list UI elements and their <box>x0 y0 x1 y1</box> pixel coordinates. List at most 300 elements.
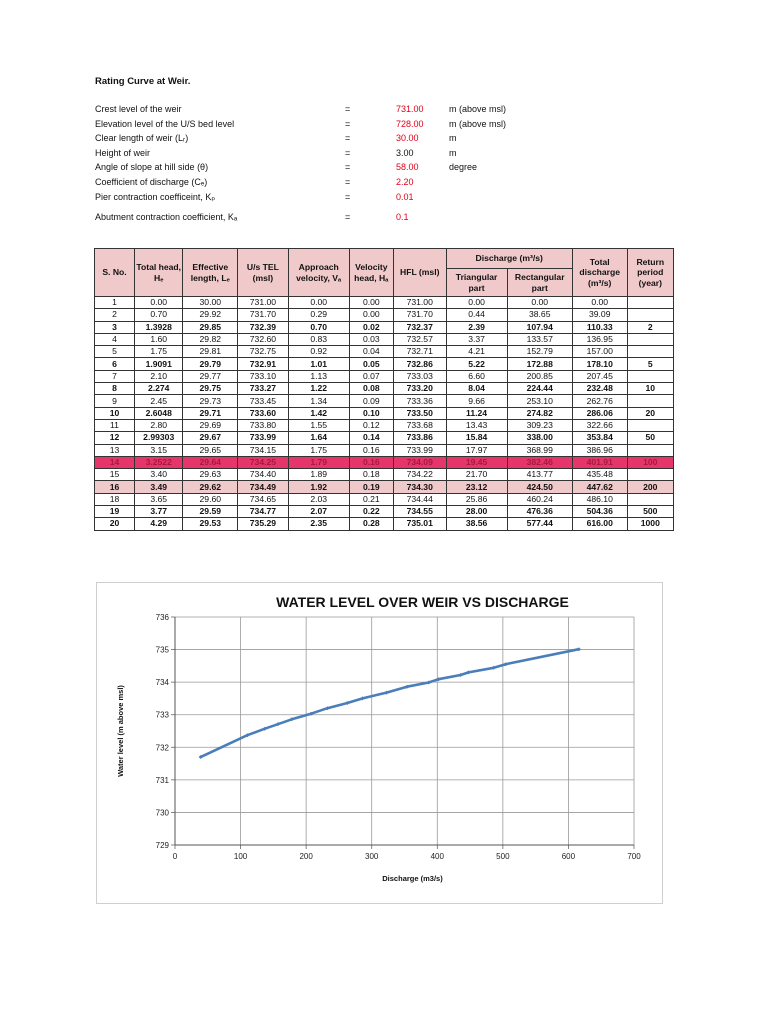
table-cell: 29.77 <box>183 370 238 382</box>
table-cell: 262.76 <box>572 395 627 407</box>
table-row <box>95 407 674 419</box>
header-velocity-head: Velocity head, Hₐ <box>349 249 393 297</box>
header-hfl: HFL (msl) <box>393 249 446 297</box>
table-cell: 19.45 <box>446 456 507 468</box>
table-cell: 0.08 <box>349 383 393 395</box>
parameter-label: Height of weir <box>95 147 151 158</box>
table-cell: 25.86 <box>446 493 507 505</box>
table-cell: 11 <box>95 419 135 431</box>
table-cell: 732.57 <box>393 333 446 345</box>
table-cell: 2.35 <box>288 518 349 530</box>
table-cell: 734.65 <box>238 493 289 505</box>
table-cell: 21.70 <box>446 469 507 481</box>
table-cell: 200.85 <box>507 370 572 382</box>
table-cell: 1.34 <box>288 395 349 407</box>
table-cell: 29.75 <box>183 383 238 395</box>
table-cell: 10 <box>627 383 673 395</box>
table-cell: 107.94 <box>507 321 572 333</box>
table-cell: 733.60 <box>238 407 289 419</box>
table-cell: 0.00 <box>135 297 183 309</box>
table-cell: 734.77 <box>238 506 289 518</box>
header-triangular: Triangular part <box>446 269 507 297</box>
table-cell: 424.50 <box>507 481 572 493</box>
table-cell: 733.20 <box>393 383 446 395</box>
table-cell: 577.44 <box>507 518 572 530</box>
parameter-row <box>95 177 655 192</box>
x-tick-label: 300 <box>365 852 379 861</box>
table-cell: 4 <box>95 333 135 345</box>
y-tick-label: 732 <box>155 743 169 753</box>
table-cell <box>627 370 673 382</box>
table-row <box>95 333 674 345</box>
table-cell: 731.00 <box>393 297 446 309</box>
table-cell: 17.97 <box>446 444 507 456</box>
table-cell: 38.56 <box>446 518 507 530</box>
table-cell: 460.24 <box>507 493 572 505</box>
parameter-value: 58.00 <box>396 162 419 173</box>
table-cell: 0.10 <box>349 407 393 419</box>
table-cell: 382.46 <box>507 456 572 468</box>
table-cell: 10 <box>95 407 135 419</box>
header-sno: S. No. <box>95 249 135 297</box>
table-cell: 1.92 <box>288 481 349 493</box>
parameter-label: Angle of slope at hill side (θ) <box>95 162 209 173</box>
table-cell: 734.44 <box>393 493 446 505</box>
x-tick-label: 700 <box>627 852 641 861</box>
parameter-equals: = <box>345 176 351 187</box>
rating-table <box>94 248 674 531</box>
table-cell: 29.81 <box>183 346 238 358</box>
table-cell: 136.95 <box>572 333 627 345</box>
table-cell: 733.36 <box>393 395 446 407</box>
table-cell: 309.23 <box>507 419 572 431</box>
table-cell: 732.37 <box>393 321 446 333</box>
table-cell: 38.65 <box>507 309 572 321</box>
table-cell: 6.60 <box>446 370 507 382</box>
table-cell: 3.49 <box>135 481 183 493</box>
table-cell: 178.10 <box>572 358 627 370</box>
table-cell: 19 <box>95 506 135 518</box>
table-cell: 447.62 <box>572 481 627 493</box>
table-cell: 39.09 <box>572 309 627 321</box>
parameter-unit: degree <box>449 162 478 173</box>
y-tick-label: 734 <box>155 678 169 688</box>
table-cell: 0.70 <box>288 321 349 333</box>
table-cell: 5 <box>95 346 135 358</box>
x-tick-label: 400 <box>430 852 444 861</box>
table-cell: 20 <box>95 518 135 530</box>
parameter-value: 731.00 <box>396 104 424 114</box>
table-cell: 0.07 <box>349 370 393 382</box>
table-cell: 29.85 <box>183 321 238 333</box>
table-cell <box>627 297 673 309</box>
table-cell: 500 <box>627 506 673 518</box>
y-tick-label: 729 <box>155 841 169 850</box>
header-return-period: Return period (year) <box>627 249 673 297</box>
table-cell: 735.29 <box>238 518 289 530</box>
table-row <box>95 518 674 530</box>
table-cell: 133.57 <box>507 333 572 345</box>
table-cell: 322.66 <box>572 419 627 431</box>
table-cell: 2.274 <box>135 383 183 395</box>
table-cell: 732.75 <box>238 346 289 358</box>
parameter-label: Crest level of the weir <box>95 104 182 114</box>
table-cell: 253.10 <box>507 395 572 407</box>
table-cell: 29.65 <box>183 444 238 456</box>
table-cell: 8 <box>95 383 135 395</box>
table-cell: 2 <box>95 309 135 321</box>
table-cell: 4.29 <box>135 518 183 530</box>
table-cell: 0.02 <box>349 321 393 333</box>
table-cell: 733.86 <box>393 432 446 444</box>
table-cell: 733.45 <box>238 395 289 407</box>
table-cell: 731.00 <box>238 297 289 309</box>
header-us-tel: U/s TEL (msl) <box>238 249 289 297</box>
x-tick-label: 200 <box>299 852 313 861</box>
table-cell: 1.3928 <box>135 321 183 333</box>
parameter-row <box>95 119 655 134</box>
table-cell: 28.00 <box>446 506 507 518</box>
table-cell: 2.80 <box>135 419 183 431</box>
table-cell: 11.24 <box>446 407 507 419</box>
table-cell: 29.82 <box>183 333 238 345</box>
table-cell: 0.05 <box>349 358 393 370</box>
table-cell: 732.60 <box>238 333 289 345</box>
table-cell: 13 <box>95 444 135 456</box>
parameter-value: 2.20 <box>396 176 414 187</box>
table-cell: 0.00 <box>349 309 393 321</box>
table-cell: 0.04 <box>349 346 393 358</box>
table-row <box>95 321 674 333</box>
x-tick-label: 0 <box>172 852 178 861</box>
table-row <box>95 358 674 370</box>
table-cell: 731.70 <box>238 309 289 321</box>
table-cell: 0.00 <box>446 297 507 309</box>
table-cell: 338.00 <box>507 432 572 444</box>
parameter-value: 0.1 <box>396 212 409 223</box>
table-row <box>95 506 674 518</box>
table-cell: 2.07 <box>288 506 349 518</box>
table-cell: 0.14 <box>349 432 393 444</box>
table-row <box>95 395 674 407</box>
parameter-label: Pier contraction coefficeint, Kₚ <box>95 191 216 202</box>
table-cell: 0.16 <box>349 456 393 468</box>
table-cell: 0.92 <box>288 346 349 358</box>
table-cell: 733.99 <box>238 432 289 444</box>
table-cell: 3.37 <box>446 333 507 345</box>
parameter-row <box>95 133 655 148</box>
table-cell: 368.99 <box>507 444 572 456</box>
table-cell: 1.55 <box>288 419 349 431</box>
table-cell: 734.40 <box>238 469 289 481</box>
table-cell: 3.2522 <box>135 456 183 468</box>
table-cell: 734.55 <box>393 506 446 518</box>
table-cell: 734.15 <box>238 444 289 456</box>
header-effective-length: Effective length, Lₑ <box>183 249 238 297</box>
table-cell: 0.28 <box>349 518 393 530</box>
table-cell: 50 <box>627 432 673 444</box>
chart-container <box>96 582 663 904</box>
table-cell: 733.50 <box>393 407 446 419</box>
table-cell: 353.84 <box>572 432 627 444</box>
table-cell: 9 <box>95 395 135 407</box>
table-cell: 734.25 <box>238 456 289 468</box>
table-cell: 9.66 <box>446 395 507 407</box>
table-cell: 616.00 <box>572 518 627 530</box>
parameter-row <box>95 212 655 227</box>
table-row <box>95 297 674 309</box>
table-row <box>95 346 674 358</box>
table-cell: 100 <box>627 456 673 468</box>
table-cell: 1000 <box>627 518 673 530</box>
table-row <box>95 432 674 444</box>
table-row <box>95 469 674 481</box>
table-cell: 5.22 <box>446 358 507 370</box>
table-cell: 29.92 <box>183 309 238 321</box>
parameter-equals: = <box>345 133 351 144</box>
header-rectangular: Rectangular part <box>507 269 572 297</box>
table-cell <box>627 346 673 358</box>
parameter-label: Elevation level of the U/S bed level <box>95 118 235 129</box>
parameter-row <box>95 104 655 119</box>
parameter-value: 0.01 <box>396 191 414 202</box>
table-cell <box>627 309 673 321</box>
table-row <box>95 456 674 468</box>
table-cell: 413.77 <box>507 469 572 481</box>
table-cell: 732.91 <box>238 358 289 370</box>
parameter-equals: = <box>345 147 351 158</box>
table-cell: 0.12 <box>349 419 393 431</box>
parameter-value: 30.00 <box>396 133 419 144</box>
table-cell: 735.01 <box>393 518 446 530</box>
table-cell <box>627 333 673 345</box>
table-cell: 2 <box>627 321 673 333</box>
parameter-unit: m <box>449 147 457 158</box>
table-cell: 1.75 <box>288 444 349 456</box>
table-cell: 732.39 <box>238 321 289 333</box>
header-total-head: Total head, Hₑ <box>135 249 183 297</box>
table-row <box>95 481 674 493</box>
series-line <box>201 649 579 757</box>
table-cell: 0.00 <box>572 297 627 309</box>
parameter-value: 728.00 <box>396 118 424 129</box>
table-cell: 733.10 <box>238 370 289 382</box>
parameter-equals: = <box>345 212 351 223</box>
table-cell: 733.80 <box>238 419 289 431</box>
parameter-label: Abutment contraction coefficient, Kₐ <box>95 212 238 223</box>
table-cell: 6 <box>95 358 135 370</box>
parameter-equals: = <box>345 162 351 173</box>
table-cell: 1.13 <box>288 370 349 382</box>
table-cell: 1.01 <box>288 358 349 370</box>
table-cell: 157.00 <box>572 346 627 358</box>
table-cell: 386.96 <box>572 444 627 456</box>
table-cell: 2.6048 <box>135 407 183 419</box>
x-tick-label: 600 <box>561 852 576 861</box>
parameter-row <box>95 192 655 207</box>
table-cell: 29.53 <box>183 518 238 530</box>
table-cell: 2.03 <box>288 493 349 505</box>
table-cell: 29.63 <box>183 469 238 481</box>
table-cell: 734.49 <box>238 481 289 493</box>
table-cell: 401.91 <box>572 456 627 468</box>
table-cell: 29.62 <box>183 481 238 493</box>
table-cell: 29.60 <box>183 493 238 505</box>
table-cell: 0.19 <box>349 481 393 493</box>
table-cell: 232.48 <box>572 383 627 395</box>
table-row <box>95 444 674 456</box>
table-cell: 3.15 <box>135 444 183 456</box>
table-cell: 1.64 <box>288 432 349 444</box>
table-cell: 29.69 <box>183 419 238 431</box>
x-tick-label: 100 <box>233 852 248 861</box>
table-cell: 152.79 <box>507 346 572 358</box>
table-cell: 14 <box>95 456 135 468</box>
header-total-discharge: Total discharge (m³/s) <box>572 249 627 297</box>
table-cell: 733.68 <box>393 419 446 431</box>
table-cell: 286.06 <box>572 407 627 419</box>
y-tick-label: 735 <box>155 645 169 655</box>
table-cell: 18 <box>95 493 135 505</box>
table-cell: 15.84 <box>446 432 507 444</box>
table-cell: 0.00 <box>507 297 572 309</box>
table-cell: 274.82 <box>507 407 572 419</box>
table-row <box>95 383 674 395</box>
table-cell: 0.21 <box>349 493 393 505</box>
table-cell: 3.40 <box>135 469 183 481</box>
table-cell <box>627 419 673 431</box>
table-cell: 734.22 <box>393 469 446 481</box>
table-cell: 4.21 <box>446 346 507 358</box>
table-cell: 7 <box>95 370 135 382</box>
table-row <box>95 493 674 505</box>
table-cell: 110.33 <box>572 321 627 333</box>
table-cell: 29.73 <box>183 395 238 407</box>
table-cell: 0.00 <box>288 297 349 309</box>
table-cell: 3 <box>95 321 135 333</box>
table-cell: 486.10 <box>572 493 627 505</box>
table-row <box>95 370 674 382</box>
table-cell: 0.29 <box>288 309 349 321</box>
table-cell: 5 <box>627 358 673 370</box>
parameter-value: 3.00 <box>396 147 414 158</box>
table-cell: 732.71 <box>393 346 446 358</box>
table-cell: 2.45 <box>135 395 183 407</box>
y-tick-label: 733 <box>155 710 169 720</box>
parameter-unit: m <box>449 133 457 144</box>
parameter-list <box>95 104 655 227</box>
table-cell: 1 <box>95 297 135 309</box>
parameter-label: Coefficient of discharge (Cₑ) <box>95 176 208 187</box>
y-tick-label: 730 <box>155 808 169 818</box>
document-title: Rating Curve at Weir. <box>95 76 191 87</box>
table-cell: 1.42 <box>288 407 349 419</box>
table-cell <box>627 469 673 481</box>
table-cell: 20 <box>627 407 673 419</box>
rating-curve-chart <box>97 583 662 903</box>
table-cell: 29.59 <box>183 506 238 518</box>
table-row <box>95 309 674 321</box>
table-cell: 1.60 <box>135 333 183 345</box>
parameter-equals: = <box>345 118 351 129</box>
table-cell: 207.45 <box>572 370 627 382</box>
table-cell: 29.79 <box>183 358 238 370</box>
table-cell: 172.88 <box>507 358 572 370</box>
y-axis-label: Water level (m above msl) <box>116 685 125 777</box>
table-cell: 0.22 <box>349 506 393 518</box>
table-cell: 1.9091 <box>135 358 183 370</box>
table-cell: 0.09 <box>349 395 393 407</box>
table-cell: 733.03 <box>393 370 446 382</box>
table-cell: 29.71 <box>183 407 238 419</box>
table-cell: 1.75 <box>135 346 183 358</box>
table-cell: 2.99303 <box>135 432 183 444</box>
table-cell: 732.86 <box>393 358 446 370</box>
header-approach-velocity: Approach velocity, Vₐ <box>288 249 349 297</box>
table-cell: 1.89 <box>288 469 349 481</box>
parameter-unit: m (above msl) <box>449 104 507 114</box>
table-cell: 476.36 <box>507 506 572 518</box>
table-cell: 13.43 <box>446 419 507 431</box>
table-cell: 3.65 <box>135 493 183 505</box>
parameter-equals: = <box>345 104 351 114</box>
table-cell: 3.77 <box>135 506 183 518</box>
parameter-label: Clear length of weir (Lᵣ) <box>95 133 189 144</box>
chart-title: WATER LEVEL OVER WEIR VS DISCHARGE <box>276 594 569 610</box>
table-cell: 733.99 <box>393 444 446 456</box>
table-cell: 29.67 <box>183 432 238 444</box>
y-tick-label: 731 <box>155 775 169 785</box>
table-cell: 15 <box>95 469 135 481</box>
table-cell: 731.70 <box>393 309 446 321</box>
table-cell: 0.18 <box>349 469 393 481</box>
table-cell: 0.83 <box>288 333 349 345</box>
table-cell: 0.70 <box>135 309 183 321</box>
table-cell: 504.36 <box>572 506 627 518</box>
table-cell: 0.16 <box>349 444 393 456</box>
table-cell: 0.44 <box>446 309 507 321</box>
table-cell: 12 <box>95 432 135 444</box>
table-cell <box>627 493 673 505</box>
table-cell: 1.79 <box>288 456 349 468</box>
table-cell: 1.22 <box>288 383 349 395</box>
table-cell: 2.39 <box>446 321 507 333</box>
parameter-equals: = <box>345 191 351 202</box>
table-cell <box>627 395 673 407</box>
x-tick-label: 500 <box>496 852 510 861</box>
parameter-row <box>95 148 655 163</box>
table-cell: 0.03 <box>349 333 393 345</box>
y-tick-label: 736 <box>155 613 169 622</box>
parameter-row <box>95 162 655 177</box>
header-discharge-group: Discharge (m³/s) <box>446 249 572 269</box>
table-cell: 23.12 <box>446 481 507 493</box>
table-cell: 224.44 <box>507 383 572 395</box>
table-cell: 435.48 <box>572 469 627 481</box>
table-cell: 734.30 <box>393 481 446 493</box>
table-cell: 2.10 <box>135 370 183 382</box>
table-row <box>95 419 674 431</box>
table-cell: 30.00 <box>183 297 238 309</box>
table-cell: 200 <box>627 481 673 493</box>
x-axis-label: Discharge (m3/s) <box>382 874 443 883</box>
table-cell: 16 <box>95 481 135 493</box>
table-cell: 734.09 <box>393 456 446 468</box>
table-cell <box>627 444 673 456</box>
parameter-unit: m (above msl) <box>449 118 507 129</box>
table-cell: 29.64 <box>183 456 238 468</box>
table-cell: 8.04 <box>446 383 507 395</box>
